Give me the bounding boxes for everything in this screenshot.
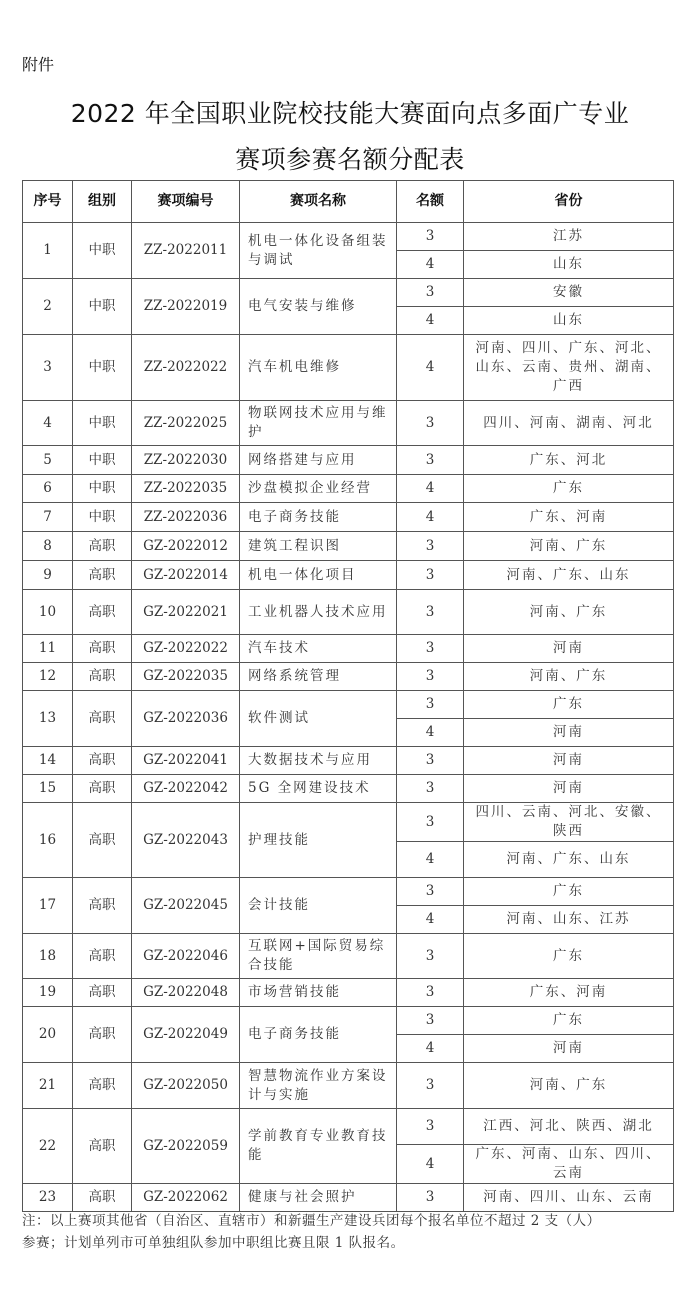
cell-provinces: 江西、河北、陕西、湖北 xyxy=(464,1109,674,1145)
document-title: 2022 年全国职业院校技能大赛面向点多面广专业 xyxy=(70,99,630,128)
cell-no: 13 xyxy=(23,691,73,747)
cell-code: GZ-2022048 xyxy=(132,979,240,1007)
cell-no: 8 xyxy=(23,532,73,561)
cell-quota: 3 xyxy=(397,532,464,561)
cell-name: 护理技能 xyxy=(240,803,397,878)
cell-group: 高职 xyxy=(73,1184,132,1212)
cell-quota: 4 xyxy=(397,842,464,878)
cell-provinces: 安徽 xyxy=(464,279,674,307)
cell-code: GZ-2022022 xyxy=(132,635,240,663)
table-row xyxy=(23,561,674,590)
cell-code: GZ-2022036 xyxy=(132,691,240,747)
cell-quota: 3 xyxy=(397,803,464,842)
table-row xyxy=(23,1109,674,1145)
cell-quota: 3 xyxy=(397,747,464,775)
cell-quota: 3 xyxy=(397,401,464,446)
cell-no: 23 xyxy=(23,1184,73,1212)
cell-provinces: 广东、河南、山东、四川、云南 xyxy=(464,1145,674,1184)
cell-group: 高职 xyxy=(73,663,132,691)
cell-no: 7 xyxy=(23,503,73,532)
table-row xyxy=(23,1007,674,1035)
cell-provinces: 河南 xyxy=(464,719,674,747)
cell-quota: 3 xyxy=(397,979,464,1007)
cell-provinces: 广东 xyxy=(464,934,674,979)
cell-no: 9 xyxy=(23,561,73,590)
cell-name: 网络搭建与应用 xyxy=(240,446,397,475)
cell-name: 工业机器人技术应用 xyxy=(240,590,397,635)
cell-no: 20 xyxy=(23,1007,73,1063)
cell-group: 中职 xyxy=(73,279,132,335)
cell-code: GZ-2022021 xyxy=(132,590,240,635)
cell-provinces: 河南、广东 xyxy=(464,1063,674,1109)
cell-group: 中职 xyxy=(73,446,132,475)
cell-quota: 3 xyxy=(397,446,464,475)
cell-provinces: 河南、广东 xyxy=(464,590,674,635)
cell-provinces: 山东 xyxy=(464,251,674,279)
cell-name: 会计技能 xyxy=(240,878,397,934)
cell-quota: 3 xyxy=(397,1063,464,1109)
table-row xyxy=(23,401,674,446)
cell-no: 4 xyxy=(23,401,73,446)
table-row xyxy=(23,590,674,635)
cell-group: 高职 xyxy=(73,1063,132,1109)
cell-quota: 4 xyxy=(397,1145,464,1184)
cell-group: 高职 xyxy=(73,1007,132,1063)
cell-name: 机电一体化项目 xyxy=(240,561,397,590)
cell-provinces: 河南、广东 xyxy=(464,663,674,691)
cell-no: 22 xyxy=(23,1109,73,1184)
header-provinces: 省份 xyxy=(464,181,674,223)
cell-provinces: 四川、云南、河北、安徽、陕西 xyxy=(464,803,674,842)
cell-quota: 3 xyxy=(397,223,464,251)
cell-no: 11 xyxy=(23,635,73,663)
cell-provinces: 河南、广东 xyxy=(464,532,674,561)
cell-quota: 3 xyxy=(397,878,464,906)
header-group: 组别 xyxy=(73,181,132,223)
cell-name: 互联网+国际贸易综合技能 xyxy=(240,934,397,979)
cell-code: GZ-2022041 xyxy=(132,747,240,775)
cell-name: 大数据技术与应用 xyxy=(240,747,397,775)
cell-code: GZ-2022050 xyxy=(132,1063,240,1109)
table-row xyxy=(23,691,674,719)
cell-no: 12 xyxy=(23,663,73,691)
cell-no: 3 xyxy=(23,335,73,401)
cell-provinces: 广东 xyxy=(464,878,674,906)
cell-code: GZ-2022035 xyxy=(132,663,240,691)
cell-name: 电子商务技能 xyxy=(240,503,397,532)
cell-quota: 4 xyxy=(397,906,464,934)
table-row xyxy=(23,803,674,842)
cell-code: GZ-2022014 xyxy=(132,561,240,590)
cell-no: 16 xyxy=(23,803,73,878)
cell-quota: 3 xyxy=(397,1109,464,1145)
footnote-line-2: 参赛；计划单列市可单独组队参加中职组比赛且限 1 队报名。 xyxy=(22,1235,405,1251)
footnote-line-1: 注：以上赛项其他省（自治区、直辖市）和新疆生产建设兵团每个报名单位不超过 2 支（人） xyxy=(22,1213,601,1229)
cell-group: 高职 xyxy=(73,590,132,635)
table-row xyxy=(23,335,674,401)
table-row xyxy=(23,663,674,691)
cell-provinces: 广东、河北 xyxy=(464,446,674,475)
cell-quota: 3 xyxy=(397,1007,464,1035)
table-row xyxy=(23,635,674,663)
cell-name: 软件测试 xyxy=(240,691,397,747)
cell-no: 1 xyxy=(23,223,73,279)
cell-name: 物联网技术应用与维护 xyxy=(240,401,397,446)
cell-quota: 3 xyxy=(397,691,464,719)
cell-provinces: 广东、河南 xyxy=(464,503,674,532)
cell-group: 高职 xyxy=(73,934,132,979)
cell-quota: 4 xyxy=(397,335,464,401)
table-row xyxy=(23,279,674,307)
cell-quota: 3 xyxy=(397,775,464,803)
cell-group: 中职 xyxy=(73,503,132,532)
cell-no: 19 xyxy=(23,979,73,1007)
cell-code: ZZ-2022019 xyxy=(132,279,240,335)
table-row xyxy=(23,446,674,475)
cell-provinces: 河南 xyxy=(464,775,674,803)
cell-provinces: 河南、四川、广东、河北、山东、云南、贵州、湖南、广西 xyxy=(464,335,674,401)
cell-provinces: 广东 xyxy=(464,1007,674,1035)
cell-code: GZ-2022046 xyxy=(132,934,240,979)
cell-no: 17 xyxy=(23,878,73,934)
cell-provinces: 广东 xyxy=(464,475,674,503)
cell-provinces: 河南 xyxy=(464,1035,674,1063)
cell-quota: 4 xyxy=(397,719,464,747)
cell-code: ZZ-2022025 xyxy=(132,401,240,446)
cell-code: GZ-2022059 xyxy=(132,1109,240,1184)
attachment-label: 附件 xyxy=(22,55,55,74)
cell-group: 高职 xyxy=(73,775,132,803)
document-subtitle: 赛项参赛名额分配表 xyxy=(235,145,465,174)
cell-quota: 3 xyxy=(397,561,464,590)
cell-group: 高职 xyxy=(73,803,132,878)
table-row xyxy=(23,775,674,803)
table-row xyxy=(23,223,674,251)
cell-code: GZ-2022062 xyxy=(132,1184,240,1212)
cell-quota: 4 xyxy=(397,307,464,335)
cell-quota: 3 xyxy=(397,663,464,691)
cell-quota: 3 xyxy=(397,934,464,979)
cell-group: 高职 xyxy=(73,532,132,561)
cell-no: 21 xyxy=(23,1063,73,1109)
cell-quota: 3 xyxy=(397,635,464,663)
cell-group: 中职 xyxy=(73,335,132,401)
cell-quota: 3 xyxy=(397,1184,464,1212)
footnote xyxy=(22,1210,692,1254)
cell-quota: 4 xyxy=(397,503,464,532)
cell-no: 5 xyxy=(23,446,73,475)
table-row xyxy=(23,475,674,503)
cell-code: GZ-2022043 xyxy=(132,803,240,878)
cell-quota: 4 xyxy=(397,475,464,503)
table-header-row xyxy=(23,181,674,223)
table-row xyxy=(23,1184,674,1212)
cell-group: 高职 xyxy=(73,747,132,775)
cell-quota: 3 xyxy=(397,279,464,307)
cell-group: 高职 xyxy=(73,979,132,1007)
cell-no: 18 xyxy=(23,934,73,979)
cell-group: 中职 xyxy=(73,401,132,446)
header-name: 赛项名称 xyxy=(240,181,397,223)
cell-name: 学前教育专业教育技能 xyxy=(240,1109,397,1184)
cell-quota: 4 xyxy=(397,251,464,279)
cell-group: 中职 xyxy=(73,223,132,279)
cell-name: 电子商务技能 xyxy=(240,1007,397,1063)
cell-name: 5G 全网建设技术 xyxy=(240,775,397,803)
cell-name: 健康与社会照护 xyxy=(240,1184,397,1212)
cell-code: GZ-2022045 xyxy=(132,878,240,934)
cell-provinces: 河南、广东、山东 xyxy=(464,842,674,878)
cell-quota: 3 xyxy=(397,590,464,635)
cell-code: ZZ-2022036 xyxy=(132,503,240,532)
table-row xyxy=(23,878,674,906)
cell-name: 市场营销技能 xyxy=(240,979,397,1007)
cell-name: 建筑工程识图 xyxy=(240,532,397,561)
cell-code: ZZ-2022022 xyxy=(132,335,240,401)
table-row xyxy=(23,532,674,561)
table-row xyxy=(23,979,674,1007)
table-row xyxy=(23,934,674,979)
cell-name: 电气安装与维修 xyxy=(240,279,397,335)
header-no: 序号 xyxy=(23,181,73,223)
cell-group: 高职 xyxy=(73,635,132,663)
cell-provinces: 广东、河南 xyxy=(464,979,674,1007)
cell-name: 智慧物流作业方案设计与实施 xyxy=(240,1063,397,1109)
cell-no: 15 xyxy=(23,775,73,803)
cell-code: ZZ-2022011 xyxy=(132,223,240,279)
cell-code: GZ-2022012 xyxy=(132,532,240,561)
header-quota: 名额 xyxy=(397,181,464,223)
cell-provinces: 河南、山东、江苏 xyxy=(464,906,674,934)
cell-provinces: 河南、四川、山东、云南 xyxy=(464,1184,674,1212)
cell-name: 汽车机电维修 xyxy=(240,335,397,401)
cell-provinces: 河南 xyxy=(464,635,674,663)
cell-code: ZZ-2022035 xyxy=(132,475,240,503)
cell-code: GZ-2022049 xyxy=(132,1007,240,1063)
cell-group: 高职 xyxy=(73,1109,132,1184)
cell-name: 沙盘模拟企业经营 xyxy=(240,475,397,503)
cell-no: 14 xyxy=(23,747,73,775)
cell-no: 6 xyxy=(23,475,73,503)
cell-group: 高职 xyxy=(73,561,132,590)
cell-provinces: 山东 xyxy=(464,307,674,335)
cell-name: 机电一体化设备组装与调试 xyxy=(240,223,397,279)
cell-provinces: 河南、广东、山东 xyxy=(464,561,674,590)
table-row xyxy=(23,747,674,775)
cell-no: 10 xyxy=(23,590,73,635)
cell-name: 汽车技术 xyxy=(240,635,397,663)
cell-group: 高职 xyxy=(73,878,132,934)
cell-name: 网络系统管理 xyxy=(240,663,397,691)
cell-group: 中职 xyxy=(73,475,132,503)
cell-code: ZZ-2022030 xyxy=(132,446,240,475)
table-row xyxy=(23,503,674,532)
cell-provinces: 江苏 xyxy=(464,223,674,251)
header-code: 赛项编号 xyxy=(132,181,240,223)
cell-quota: 4 xyxy=(397,1035,464,1063)
cell-provinces: 河南 xyxy=(464,747,674,775)
table-row xyxy=(23,1063,674,1109)
cell-provinces: 四川、河南、湖南、河北 xyxy=(464,401,674,446)
allocation-table xyxy=(22,180,674,1212)
cell-code: GZ-2022042 xyxy=(132,775,240,803)
cell-group: 高职 xyxy=(73,691,132,747)
cell-no: 2 xyxy=(23,279,73,335)
cell-provinces: 广东 xyxy=(464,691,674,719)
